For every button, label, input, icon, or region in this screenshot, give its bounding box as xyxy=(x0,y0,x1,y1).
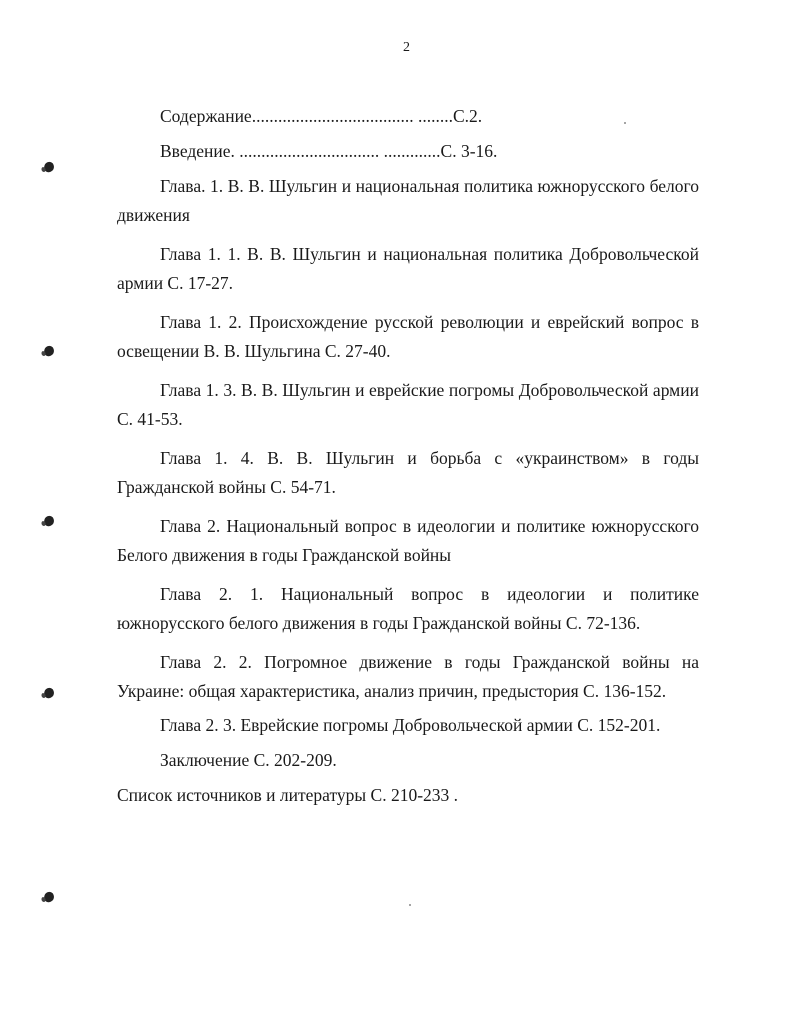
toc-entry-bibliography: Список источников и литературы С. 210-233 . xyxy=(117,785,459,805)
table-of-contents xyxy=(117,102,699,820)
toc-entry-contents: Содержание..................................... ........С.2. xyxy=(160,106,483,126)
toc-entry-conclusion: Заключение С. 202-209. xyxy=(160,750,337,770)
scan-mark-4 xyxy=(43,687,56,700)
toc-entry-chapter-1: Глава. 1. В. В. Шульгин и национальная политика южнорусского белого движения xyxy=(117,176,699,225)
scan-speck xyxy=(409,904,411,906)
toc-entry-introduction: Введение. ................................ .............С. 3-16. xyxy=(160,141,498,161)
toc-entry-chapter-1-3: Глава 1. 3. В. В. Шульгин и еврейские погромы Добровольческой армии С. 41-53. xyxy=(117,380,699,429)
toc-entry-chapter-1-4: Глава 1. 4. В. В. Шульгин и борьба с «украинством» в годы Гражданской войны С. 54-71. xyxy=(117,448,699,497)
toc-entry-chapter-2-3: Глава 2. 3. Еврейские погромы Добровольческой армии С. 152-201. xyxy=(160,715,661,735)
toc-entry-chapter-2-1: Глава 2. 1. Национальный вопрос в идеологии и политике южнорусского белого движения в годы Гражданской войны С. 72-136. xyxy=(117,584,699,633)
toc-entry-chapter-1-1: Глава 1. 1. В. В. Шульгин и национальная политика Добровольческой армии С. 17-27. xyxy=(117,244,699,293)
scan-mark-1 xyxy=(43,161,56,174)
scan-mark-3 xyxy=(43,515,56,528)
toc-entry-chapter-2-2: Глава 2. 2. Погромное движение в годы Гражданской войны на Украине: общая характеристика, анализ причин, предыстория С. 136-152. xyxy=(117,652,699,701)
toc-entry-chapter-2: Глава 2. Национальный вопрос в идеологии и политике южнорусского Белого движения в годы Гражданской войны xyxy=(117,516,699,565)
scan-mark-5 xyxy=(43,891,56,904)
toc-entry-chapter-1-2: Глава 1. 2. Происхождение русской революции и еврейский вопрос в освещении В. В. Шульгина С. 27-40. xyxy=(117,312,699,361)
page-number: 2 xyxy=(403,40,410,55)
scan-mark-2 xyxy=(43,345,56,358)
scan-speck xyxy=(624,122,626,124)
